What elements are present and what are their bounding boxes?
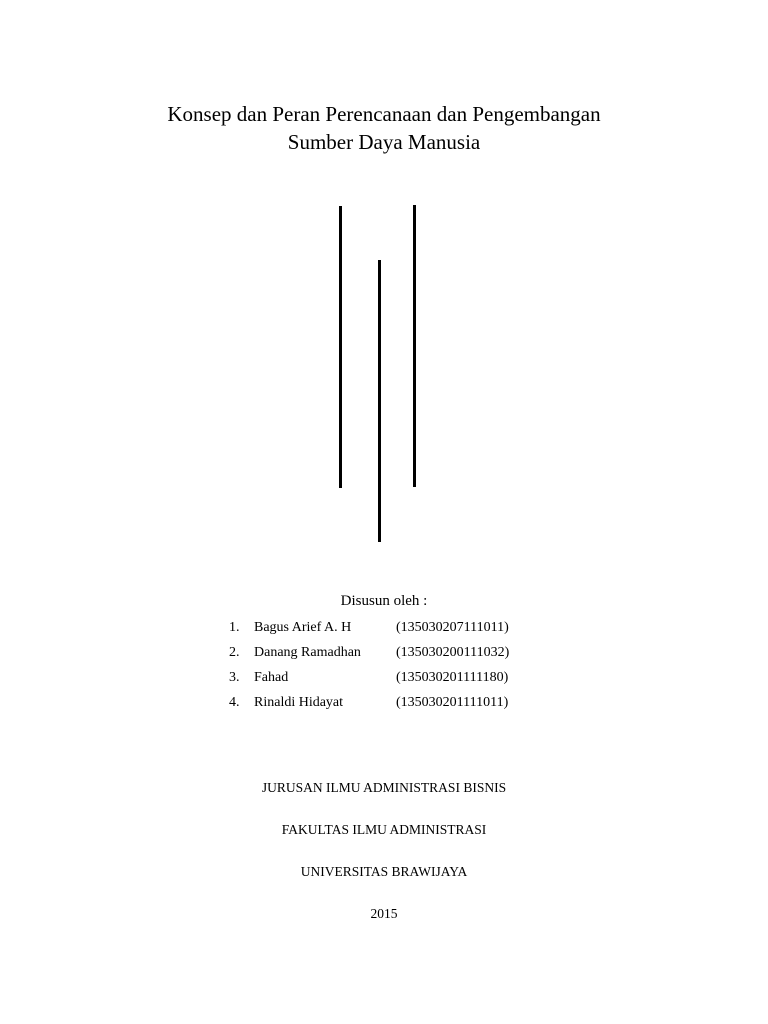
logo-bar-left	[339, 206, 342, 488]
department-name: JURUSAN ILMU ADMINISTRASI BISNIS	[261, 780, 507, 795]
list-item	[229, 693, 549, 718]
author-number: 3.	[229, 670, 240, 685]
author-number: 4.	[229, 695, 240, 710]
author-number: 1.	[229, 620, 240, 635]
author-name: Bagus Arief A. H	[254, 620, 352, 635]
author-name: Rinaldi Hidayat	[254, 695, 344, 710]
author-id: (135030200111032)	[396, 645, 510, 660]
author-list	[229, 618, 549, 718]
title-line-1: Konsep dan Peran Perencanaan dan Pengembangan	[167, 102, 601, 126]
list-item	[229, 618, 549, 643]
authors-label: Disusun oleh :	[340, 593, 428, 609]
document-title	[0, 100, 768, 156]
author-number: 2.	[229, 645, 240, 660]
document-year: 2015	[370, 906, 398, 921]
title-line-2: Sumber Daya Manusia	[287, 130, 481, 154]
logo-bar-right	[413, 205, 416, 487]
faculty-name: FAKULTAS ILMU ADMINISTRASI	[281, 822, 487, 837]
author-name: Danang Ramadhan	[254, 645, 361, 660]
author-id: (135030201111180)	[396, 670, 509, 685]
list-item	[229, 643, 549, 668]
author-id: (135030201111011)	[396, 695, 509, 710]
list-item	[229, 668, 549, 693]
author-id: (135030207111011)	[396, 620, 509, 635]
author-name: Fahad	[254, 670, 289, 685]
university-name: UNIVERSITAS BRAWIJAYA	[300, 864, 468, 879]
logo-bar-middle	[378, 260, 381, 542]
